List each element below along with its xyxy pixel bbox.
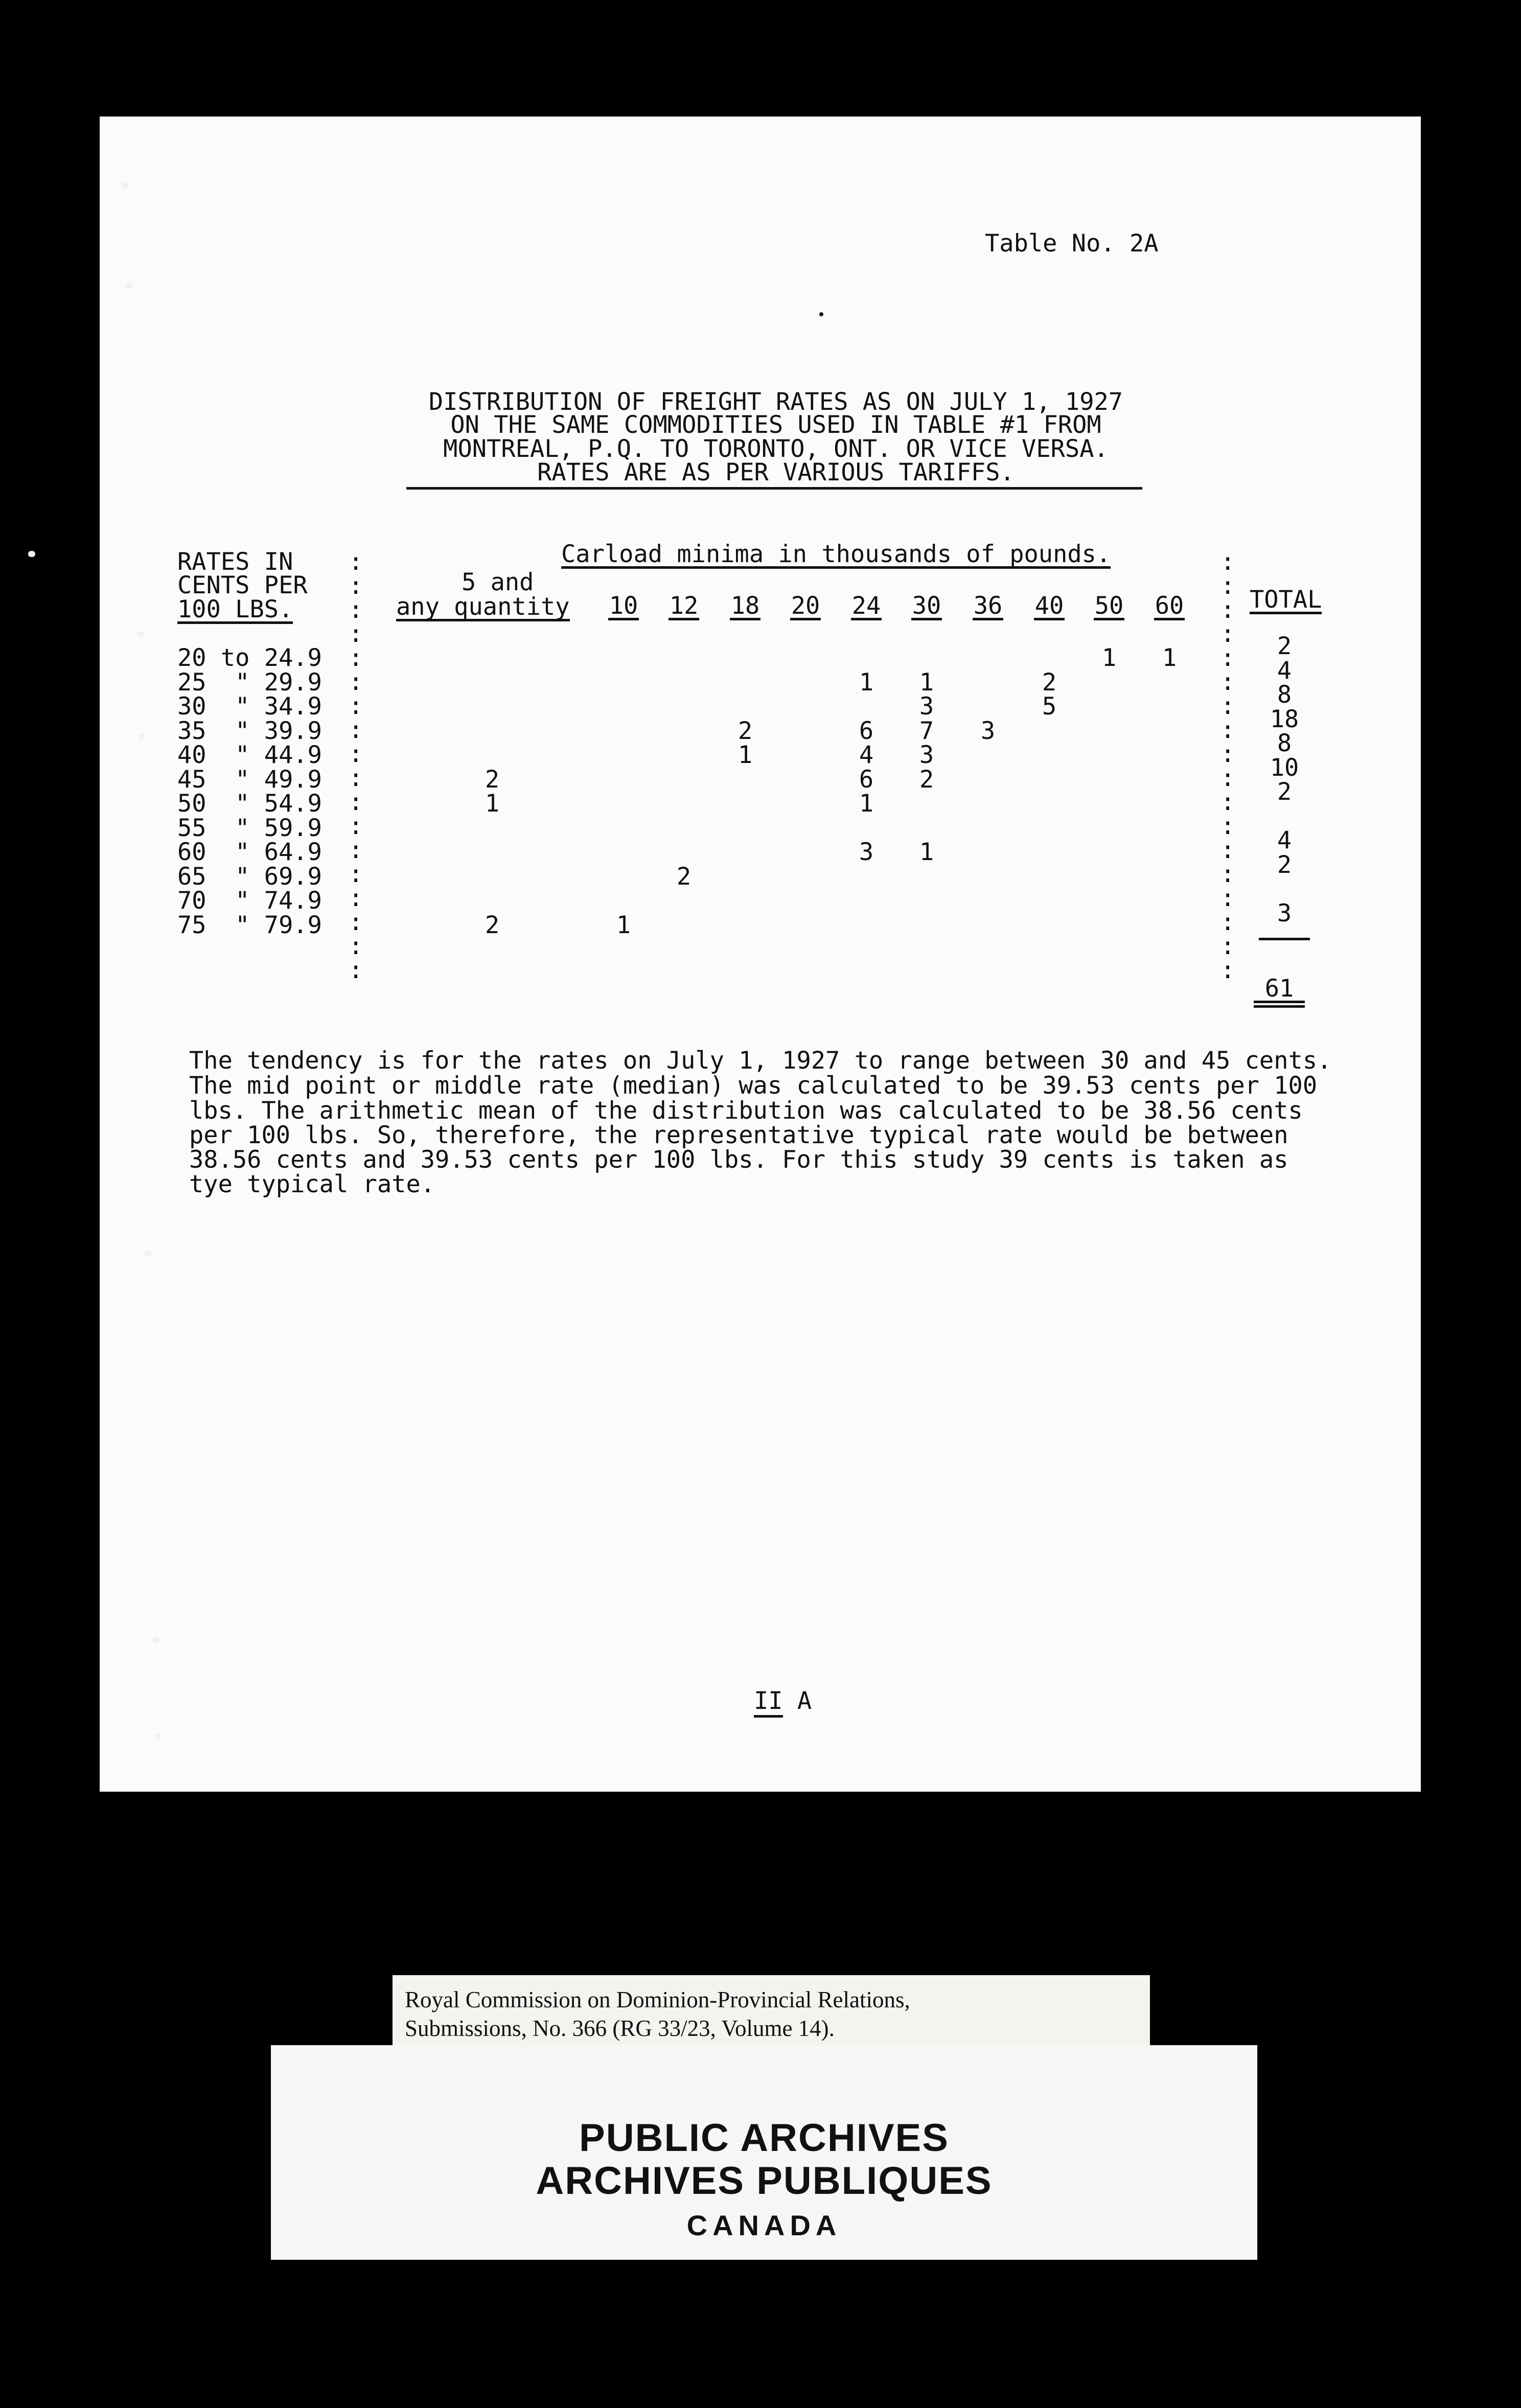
colon-right: : (1220, 884, 1235, 912)
table-cell: 1 (616, 911, 631, 939)
colon-left: : (349, 860, 363, 888)
rate-range-label: 35 " 39.9 (177, 716, 322, 745)
column-header-10: 10 (609, 592, 638, 620)
table-cell: 4 (859, 741, 874, 769)
table-cell: 1 (919, 838, 934, 866)
document-page (100, 117, 1421, 1792)
citation-line-2: Submissions, No. 366 (RG 33/23, Volume 14). (405, 2016, 835, 2041)
colon-left: : (349, 884, 363, 912)
colon-left: : (349, 812, 363, 840)
colon-right: : (1220, 692, 1235, 720)
binder-mark (152, 1637, 159, 1643)
binder-mark (154, 1733, 162, 1740)
page-number-main: II (754, 1687, 783, 1718)
colon-right: : (1220, 548, 1235, 576)
rate-range-label: 45 " 49.9 (177, 765, 322, 794)
paragraph-line-6: tye typical rate. (189, 1170, 435, 1198)
colon-right: : (1220, 860, 1235, 888)
rate-range-label: 70 " 74.9 (177, 887, 322, 915)
table-cell: 7 (919, 716, 934, 745)
row-total: 2 (1277, 850, 1292, 879)
colon-left: : (349, 932, 363, 960)
row-total: 4 (1277, 656, 1292, 685)
column-header-30: 30 (912, 592, 941, 620)
column-header-20: 20 (791, 592, 820, 620)
title-rule (406, 487, 1142, 490)
colon-right: : (1220, 644, 1235, 672)
colon-left: : (349, 908, 363, 936)
colon-left: : (349, 716, 363, 744)
title-line-3: MONTREAL, P.Q. TO TORONTO, ONT. OR VICE VERSA. (443, 435, 1109, 463)
row-total: 8 (1277, 681, 1292, 709)
binder-mark (122, 182, 129, 189)
table-cell: 1 (1101, 644, 1117, 672)
rate-range-label: 20 to 24.9 (177, 644, 322, 672)
binder-mark (138, 733, 145, 739)
paragraph-line-3: lbs. The arithmetic mean of the distribution was calculated to be 38.56 cents (189, 1097, 1303, 1125)
row-total: 8 (1277, 729, 1292, 757)
column-header-12: 12 (669, 592, 699, 620)
table-cell: 1 (485, 790, 500, 818)
page-number-suffix: A (797, 1687, 812, 1715)
binder-mark (144, 1251, 151, 1257)
colon-left: : (349, 836, 363, 864)
colon-right: : (1220, 764, 1235, 792)
colon-left: : (349, 596, 363, 624)
colon-right: : (1220, 572, 1235, 600)
column-header-24: 24 (851, 592, 881, 620)
rate-range-label: 30 " 34.9 (177, 692, 322, 721)
table-cell: 2 (738, 716, 753, 745)
table-cell: 2 (1042, 668, 1057, 697)
title-line-4: RATES ARE AS PER VARIOUS TARIFFS. (537, 458, 1015, 487)
table-label: Table No. 2A (985, 229, 1159, 258)
colon-right: : (1220, 596, 1235, 624)
total-rule (1259, 938, 1310, 940)
colon-right: : (1220, 668, 1235, 696)
page-number (754, 1689, 812, 1713)
rate-range-label: 60 " 64.9 (177, 838, 322, 866)
table-cell: 1 (859, 668, 874, 697)
rate-header-2: CENTS PER (177, 571, 308, 599)
binder-mark (137, 631, 144, 637)
table-cell: 2 (485, 911, 500, 939)
archive-line-2: ARCHIVES PUBLIQUES (536, 2159, 993, 2203)
rate-range-label: 50 " 54.9 (177, 790, 322, 818)
rate-range-label: 55 " 59.9 (177, 814, 322, 842)
colon-right: : (1220, 956, 1235, 984)
colon-right: : (1220, 836, 1235, 864)
column-header-18: 18 (730, 592, 760, 620)
citation-line-1: Royal Commission on Dominion-Provincial Relations, (405, 1987, 910, 2012)
archive-line-3: CANADA (686, 2209, 842, 2241)
colon-right: : (1220, 908, 1235, 936)
table-cell: 1 (738, 741, 753, 769)
table-cell: 3 (980, 716, 996, 745)
row-total: 10 (1270, 753, 1299, 782)
rate-range-label: 25 " 29.9 (177, 668, 322, 697)
column-header-36: 36 (973, 592, 1003, 620)
colon-left: : (349, 692, 363, 720)
colon-left: : (349, 740, 363, 768)
colon-right: : (1220, 932, 1235, 960)
colon-left: : (349, 572, 363, 600)
table-cell: 2 (919, 765, 934, 794)
table-cell: 5 (1042, 692, 1057, 721)
colon-left: : (349, 764, 363, 792)
colon-left: : (349, 668, 363, 696)
colon-left: : (349, 788, 363, 816)
title-line-2: ON THE SAME COMMODITIES USED IN TABLE #1 FROM (450, 411, 1101, 439)
colon-right: : (1220, 620, 1235, 648)
table-cell: 2 (485, 765, 500, 794)
row-total: 2 (1277, 632, 1292, 660)
colon-left: : (349, 644, 363, 672)
row-total: 3 (1277, 899, 1292, 928)
col-5-line2: any quantity (396, 593, 570, 621)
row-total: 18 (1270, 705, 1299, 733)
colon-right: : (1220, 740, 1235, 768)
colon-right: : (1220, 716, 1235, 744)
paragraph-line-1: The tendency is for the rates on July 1, 1927 to range between 30 and 45 cents. (189, 1047, 1332, 1075)
rate-header-1: RATES IN (177, 548, 293, 576)
table-cell: 6 (859, 716, 874, 745)
table-cell: 3 (919, 692, 934, 721)
table-cell: 1 (1162, 644, 1177, 672)
table-cell: 3 (859, 838, 874, 866)
row-total: 2 (1277, 778, 1292, 806)
binder-mark (28, 551, 35, 557)
table-cell: 1 (919, 668, 934, 697)
rate-range-label: 75 " 79.9 (177, 911, 322, 939)
paragraph-line-4: per 100 lbs. So, therefore, the representative typical rate would be between (189, 1121, 1288, 1149)
rate-range-label: 65 " 69.9 (177, 862, 322, 891)
colon-right: : (1220, 812, 1235, 840)
binder-mark (126, 283, 133, 289)
table-cell: 6 (859, 765, 874, 794)
column-header-50: 50 (1094, 592, 1124, 620)
table-cell: 2 (676, 862, 692, 891)
row-total: 4 (1277, 826, 1292, 854)
rate-header-3: 100 LBS. (177, 595, 293, 623)
grand-total: 61 (1254, 977, 1305, 1003)
table-cell: 3 (919, 741, 934, 769)
citation-slip (393, 1975, 1150, 2047)
table-cell: 1 (859, 790, 874, 818)
total-header: TOTAL (1250, 586, 1322, 614)
carload-header: Carload minima in thousands of pounds. (561, 540, 1111, 568)
archive-line-1: PUBLIC ARCHIVES (579, 2116, 949, 2160)
col-5-line1: 5 and (462, 568, 534, 596)
column-header-40: 40 (1034, 592, 1064, 620)
rate-range-label: 40 " 44.9 (177, 741, 322, 769)
paragraph-line-5: 38.56 cents and 39.53 cents per 100 lbs. For this study 39 cents is taken as (189, 1146, 1288, 1174)
archive-card (271, 2045, 1257, 2260)
colon-left: : (349, 548, 363, 576)
paragraph-line-2: The mid point or middle rate (median) was calculated to be 39.53 cents per 100 (189, 1072, 1318, 1100)
grand-total-double-rule (1254, 1005, 1305, 1008)
colon-left: : (349, 620, 363, 648)
stray-mark (819, 312, 823, 316)
title-line-1: DISTRIBUTION OF FREIGHT RATES AS ON JULY 1, 1927 (428, 388, 1123, 416)
colon-right: : (1220, 788, 1235, 816)
column-header-60: 60 (1155, 592, 1184, 620)
colon-left: : (349, 956, 363, 984)
